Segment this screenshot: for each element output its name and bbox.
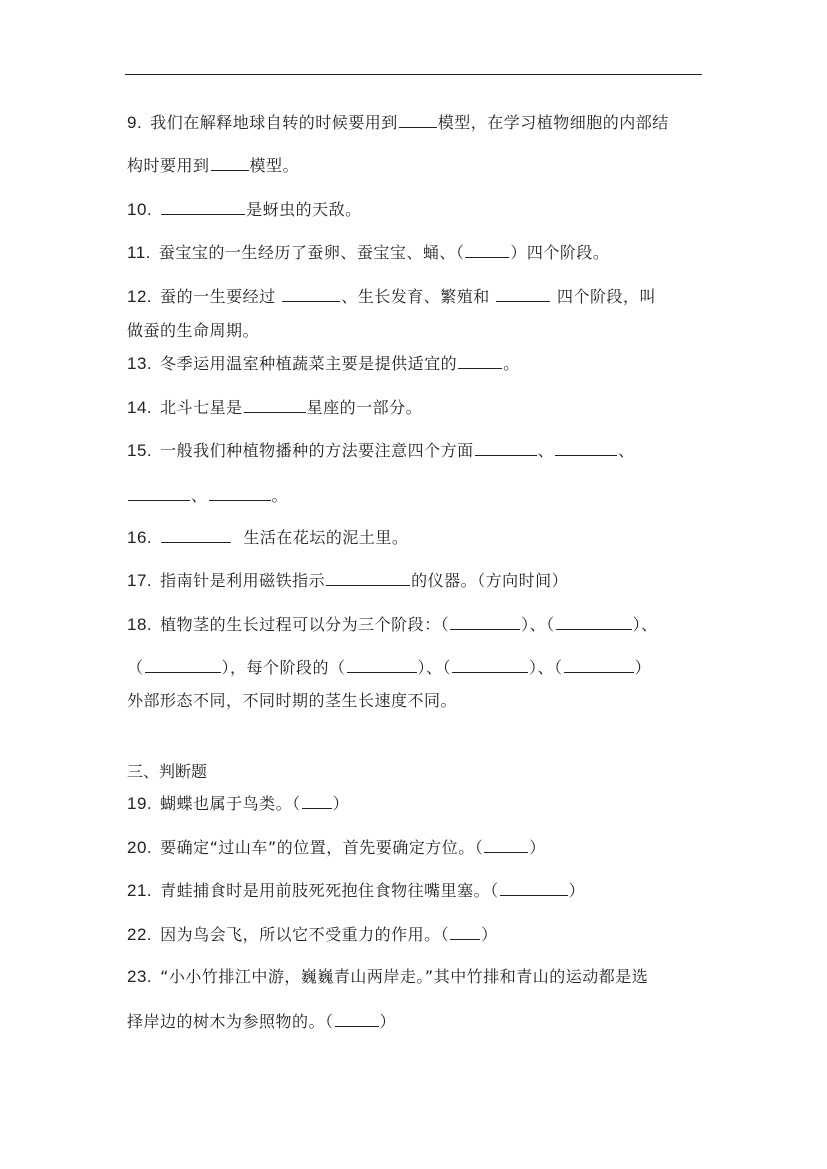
answer-blank[interactable] — [500, 880, 568, 896]
question-text: 指南针是利用磁铁指示 — [160, 571, 326, 590]
question-number: 15. — [127, 441, 153, 460]
answer-blank[interactable] — [496, 286, 550, 302]
question-number: 10. — [127, 200, 153, 219]
question-text: “小小竹排江中游，巍巍青山两岸走。”其中竹排和青山的运动都是选 — [160, 967, 649, 986]
answer-blank[interactable] — [484, 837, 528, 853]
question-text: 四个阶段，叫 — [556, 287, 656, 306]
question-number: 12. — [127, 287, 153, 306]
answer-blank[interactable] — [128, 485, 190, 501]
question-19 — [127, 793, 349, 814]
question-23-continued — [127, 1011, 396, 1032]
question-text: 。 — [503, 354, 520, 373]
question-number: 21. — [127, 881, 153, 900]
question-number: 18. — [127, 615, 153, 634]
question-18-end — [127, 691, 457, 711]
question-number: 9. — [127, 113, 143, 132]
question-text: 的仪器。（方向时间） — [411, 571, 569, 590]
question-text: （ — [127, 658, 144, 677]
question-text: 植物茎的生长过程可以分为三个阶段：（ — [160, 615, 450, 634]
question-text: 蚕宝宝的一生经历了蚕卵、蚕宝宝、蛹、（ — [158, 243, 465, 262]
question-text: ）、（ — [521, 615, 555, 634]
question-21 — [127, 880, 585, 901]
question-12 — [127, 286, 656, 307]
answer-blank[interactable] — [556, 614, 632, 630]
question-9-continued — [127, 155, 299, 176]
question-text: 模型。 — [249, 156, 300, 175]
question-13 — [127, 353, 520, 374]
answer-blank[interactable] — [145, 657, 221, 673]
question-text: 外部形态不同，不同时期的茎生长速度不同。 — [127, 691, 458, 710]
question-23 — [127, 967, 648, 987]
question-17 — [127, 570, 568, 591]
question-18-continued — [127, 657, 651, 678]
answer-blank[interactable] — [326, 570, 410, 586]
question-text: 北斗七星是 — [160, 398, 243, 417]
question-9 — [127, 112, 669, 133]
answer-blank[interactable] — [161, 199, 245, 215]
question-15-continued — [127, 485, 288, 506]
separator: 、 — [191, 486, 208, 505]
question-number: 20. — [127, 838, 153, 857]
question-text: ）、（ — [529, 658, 563, 677]
section-title: 三、判断题 — [127, 762, 208, 781]
question-text: 生活在花坛的泥土里。 — [243, 528, 409, 547]
answer-blank[interactable] — [465, 242, 509, 258]
question-text: ）、（ — [417, 658, 452, 677]
question-text: ） — [332, 794, 350, 813]
question-text: 星座的一部分。 — [306, 398, 423, 417]
answer-blank[interactable] — [302, 793, 332, 809]
question-10 — [127, 199, 362, 220]
question-text: 、生长发育、繁殖和 — [341, 287, 490, 306]
answer-blank[interactable] — [458, 353, 502, 369]
question-14 — [127, 397, 422, 418]
question-22 — [127, 924, 498, 945]
answer-blank[interactable] — [450, 924, 480, 940]
question-text: 。 — [271, 486, 289, 505]
question-text: ） — [529, 838, 546, 857]
answer-blank[interactable] — [452, 657, 528, 673]
question-text: 我们在解释地球自转的时候要用到 — [150, 113, 398, 132]
question-text: 要确定“过山车”的位置，首先要确定方位。（ — [160, 838, 484, 857]
question-text: ）、 — [632, 615, 658, 634]
question-20 — [127, 837, 546, 858]
separator: 、 — [618, 441, 635, 460]
question-number: 16. — [127, 528, 153, 547]
question-text: 一般我们种植物播种的方法要注意四个方面 — [160, 441, 474, 460]
question-text: ）四个阶段。 — [510, 243, 610, 262]
question-text: 构时要用到 — [127, 156, 210, 175]
question-15 — [127, 440, 635, 461]
question-text: 青蛙捕食时是用前肢死死抱住食物往嘴里塞。（ — [160, 881, 499, 900]
question-text: ），每个阶段的（ — [221, 658, 346, 677]
answer-blank[interactable] — [399, 112, 437, 128]
question-11 — [127, 242, 609, 263]
question-text: 因为鸟会飞，所以它不受重力的作用。（ — [160, 925, 450, 944]
question-number: 17. — [127, 571, 153, 590]
question-number: 19. — [127, 794, 153, 813]
question-text: ） — [568, 881, 586, 900]
question-18 — [127, 614, 658, 635]
answer-blank[interactable] — [450, 614, 520, 630]
question-number: 23. — [127, 967, 153, 986]
question-12-continued — [127, 321, 259, 341]
answer-blank[interactable] — [555, 440, 617, 456]
question-text: 模型，在学习植物细胞的内部结 — [437, 113, 669, 132]
question-number: 11. — [127, 243, 151, 262]
question-16 — [127, 527, 408, 548]
question-text: 择岸边的树木为参照物的。（ — [127, 1012, 334, 1031]
question-text: 做蚕的生命周期。 — [127, 321, 260, 340]
answer-blank[interactable] — [161, 527, 231, 543]
question-text: 冬季运用温室种植蔬菜主要是提供适宜的 — [160, 354, 458, 373]
question-text: 是蚜虫的天敌。 — [246, 200, 362, 219]
separator: 、 — [537, 441, 555, 460]
answer-blank[interactable] — [335, 1011, 379, 1027]
question-text: ） — [481, 925, 498, 944]
question-number: 14. — [127, 398, 153, 417]
answer-blank[interactable] — [209, 485, 271, 501]
header-rule — [125, 74, 702, 75]
question-text: 蝴蝶也属于鸟类。（ — [160, 794, 301, 813]
answer-blank[interactable] — [244, 397, 306, 413]
answer-blank[interactable] — [211, 155, 249, 171]
closing-paren: ） — [634, 658, 652, 677]
answer-blank[interactable] — [347, 657, 417, 673]
answer-blank[interactable] — [282, 286, 340, 302]
answer-blank[interactable] — [564, 657, 634, 673]
question-number: 22. — [127, 925, 153, 944]
question-text: 蚕的一生要经过 — [160, 287, 276, 306]
answer-blank[interactable] — [475, 440, 537, 456]
question-text: ） — [379, 1012, 397, 1031]
question-number: 13. — [127, 354, 153, 373]
